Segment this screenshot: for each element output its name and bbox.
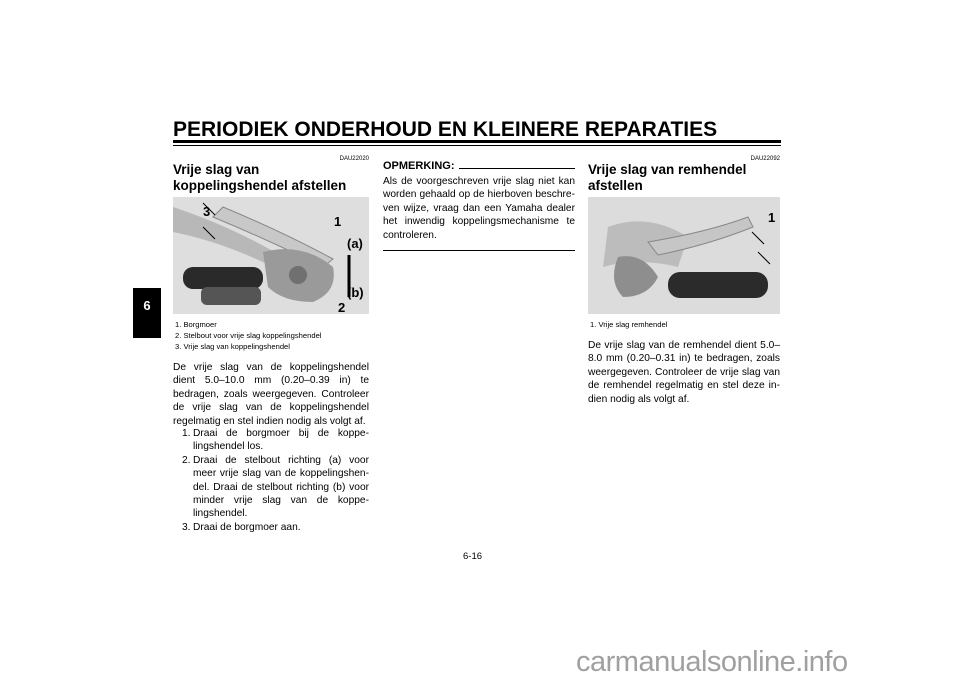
chapter-tab-number: 6 <box>143 298 151 313</box>
callout-b: (b) <box>347 285 364 300</box>
caption-list <box>175 319 321 352</box>
clutch-steps <box>173 427 369 534</box>
page-header-title: PERIODIEK ONDERHOUD EN KLEINERE REPARATIES <box>173 118 718 141</box>
section-title-brake: Vrije slag van remhendel afstellen <box>588 162 747 193</box>
brake-lever-photo <box>588 197 780 314</box>
callout-1: 1 <box>334 214 342 229</box>
note-title-rule <box>459 168 576 169</box>
page-number: 6-16 <box>463 551 483 562</box>
clutch-body-text: De vrije slag van de koppelingshendel dient 5.0–10.0 mm (0.20–0.39 in) te bedragen, zoals weergegeven. Controleer de vrije slag van de koppelingshendel regelmatig en stel indien nodig als volgt af. <box>173 362 369 427</box>
caption-item: 1. Borgmoer <box>175 320 217 329</box>
callout-2: 2 <box>338 300 346 314</box>
brake-body-text: De vrije slag van de remhendel dient 5.0–8.0 mm (0.20–0.31 in) te bedragen, zoals weergegeven. Controleer de vrije slag van de remhendel regelmatig en stel deze in-dien nodig als volgt af. <box>588 340 780 405</box>
watermark: carmanualsonline.info <box>576 646 848 678</box>
header-rule <box>173 140 781 143</box>
step-item: 2. Draai de stelbout richting (a) voor meer vrije slag van de koppelingshen-del. Draai de stelbout richting (b) voor minder vrije slag van de koppe-lingshendel. <box>182 454 369 520</box>
callout-a: (a) <box>347 236 363 251</box>
step-item: 3. Draai de borgmoer aan. <box>182 521 301 533</box>
caption-list <box>590 319 667 330</box>
clutch-lever-photo <box>173 197 369 314</box>
caption-item: 3. Vrije slag van koppelingshendel <box>175 342 290 351</box>
section-title-clutch: Vrije slag van koppelingshendel afstellen <box>173 162 347 193</box>
section-code: DAU22092 <box>750 156 780 162</box>
section-code: DAU22020 <box>339 156 369 162</box>
caption-item: 1. Vrije slag remhendel <box>590 320 668 329</box>
note-box <box>383 160 575 251</box>
header-rule-thin <box>173 145 781 146</box>
brake-lever-illustration <box>588 197 780 314</box>
callout-1: 1 <box>768 210 776 225</box>
chapter-tab <box>133 288 161 338</box>
note-text: Als de voorgeschreven vrije slag niet kan worden gehaald op de hierboven beschre-ven wijze, vraag dan een Yamaha dealer het inwendig koppelingsmechanisme te controleren. <box>383 176 575 241</box>
caption-item: 2. Stelbout voor vrije slag koppelingshendel <box>175 331 322 340</box>
callout-3: 3 <box>203 204 211 219</box>
note-bottom-rule <box>383 250 575 251</box>
note-title: OPMERKING: <box>383 160 455 172</box>
step-item: 1. Draai de borgmoer bij de koppe-lingshendel los. <box>182 428 369 453</box>
